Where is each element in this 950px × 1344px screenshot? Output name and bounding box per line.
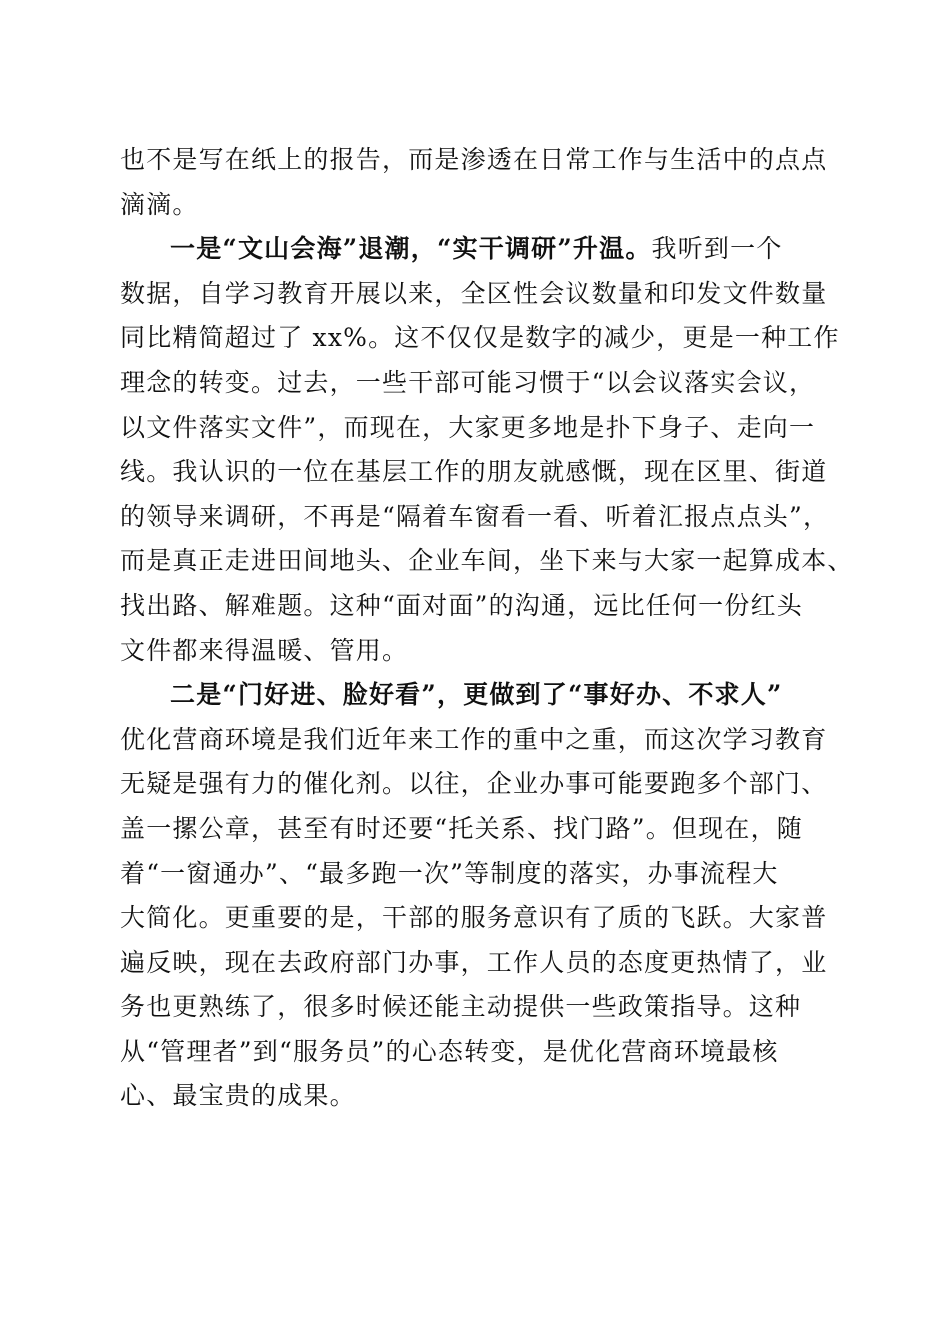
section2-line: 大简化。更重要的是，干部的服务意识有了质的飞跃。大家普 (120, 903, 828, 933)
section1-line: 的领导来调研，不再是“隔着车窗看一看、听着汇报点点头”， (120, 501, 830, 531)
section1-heading: 一是“文山会海”退潮，“实干调研”升温。 (170, 234, 652, 264)
section2-heading: 二是“门好进、脸好看”，更做到了“事好办、不求人” (170, 680, 783, 710)
section1-line: 文件都来得温暖、管用。 (120, 635, 409, 665)
section2-line: 着“一窗通办”、“最多跑一次”等制度的落实，办事流程大 (120, 858, 779, 888)
section2-line: 务也更熟练了，很多时候还能主动提供一些政策指导。这种 (120, 992, 802, 1022)
section1-line: 而是真正走进田间地头、企业车间，坐下来与大家一起算成本、 (120, 546, 854, 576)
body-text (120, 138, 854, 1119)
intro-line: 滴滴。 (120, 189, 199, 219)
section2-line: 优化营商环境是我们近年来工作的重中之重，而这次学习教育 (120, 724, 828, 754)
section2-line: 盖一摞公章，甚至有时还要“托关系、找门路”。但现在，随 (120, 813, 803, 843)
intro-line: 也不是写在纸上的报告，而是渗透在日常工作与生活中的点点 (120, 145, 828, 174)
section1-line: 以文件落实文件”，而现在，大家更多地是扑下身子、走向一 (120, 412, 816, 442)
section2-line: 心、最宝贵的成果。 (120, 1081, 356, 1111)
section2-line: 从“管理者”到“服务员”的心态转变，是优化营商环境最核 (120, 1036, 779, 1066)
section1-first-line (120, 227, 832, 272)
section1-line: 我听到一个 (651, 234, 783, 264)
section1-line: 理念的转变。过去，一些干部可能习惯于“以会议落实会议， (120, 367, 816, 397)
section2-line: 遍反映，现在去政府部门办事，工作人员的态度更热情了，业 (120, 947, 828, 977)
section1-line: 找出路、解难题。这种“面对面”的沟通，远比任何一份红头 (120, 590, 803, 620)
section1-line: 线。我认识的一位在基层工作的朋友就感慨，现在区里、街道 (120, 457, 828, 487)
section2-line: 无疑是强有力的催化剂。以往，企业办事可能要跑多个部门、 (120, 769, 828, 799)
section1-line: 同比精简超过了 xx%。这不仅仅是数字的减少，更是一种工作 (120, 323, 840, 353)
section1-line: 数据，自学习教育开展以来，全区性会议数量和印发文件数量 (120, 278, 828, 308)
